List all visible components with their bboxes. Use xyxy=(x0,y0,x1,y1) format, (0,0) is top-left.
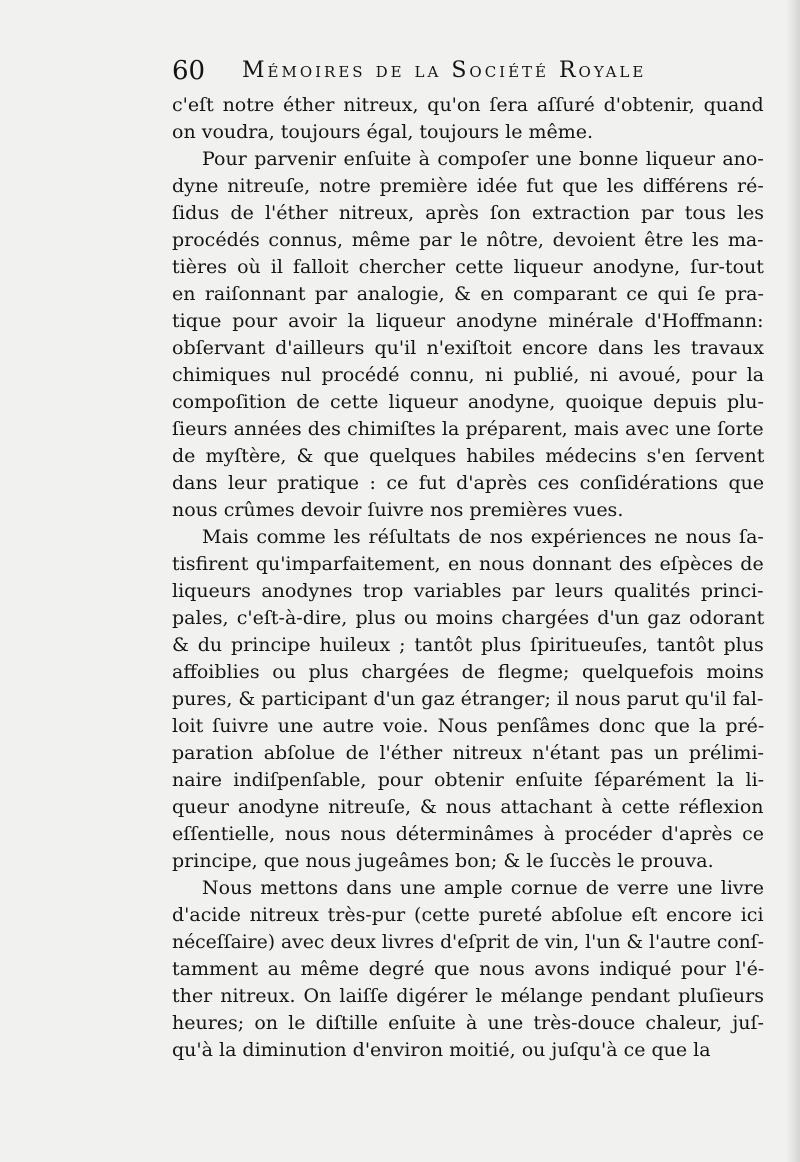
text-line: eſſentielle, nous nous déterminâmes à procéder d'après ce xyxy=(172,823,764,845)
text-line: loit ſuivre une autre voie. Nous penſâmes donc que la pré- xyxy=(172,715,764,737)
text-line: de myſtère, & que quelques habiles médecins s'en ſervent xyxy=(172,445,764,467)
text-line: compoſition de cette liqueur anodyne, quoique depuis plu- xyxy=(172,391,764,413)
text-line: liqueurs anodynes trop variables par leurs qualités princi- xyxy=(172,580,764,602)
text-line: obſervant d'ailleurs qu'il n'exiſtoit encore dans les travaux xyxy=(172,337,764,359)
text-line: dans leur pratique : ce fut d'après ces conſidérations que xyxy=(172,472,764,494)
text-line: & du principe huileux ; tantôt plus ſpiritueuſes, tantôt plus xyxy=(172,634,764,656)
text-line: chimiques nul procédé connu, ni publié, ni avoué, pour la xyxy=(172,364,764,386)
running-head: Mémoires de la Société Royale xyxy=(242,58,647,83)
text-line: ther nitreux. On laiſſe digérer le mélange pendant pluſieurs xyxy=(172,985,764,1007)
text-line: queur anodyne nitreuſe, & nous attachant à cette réflexion xyxy=(172,796,764,818)
text-line: Pour parvenir enſuite à compoſer une bonne liqueur ano- xyxy=(202,148,764,170)
text-line: principe, que nous jugeâmes bon; & le ſuccès le prouva. xyxy=(172,850,714,872)
page-number: 60 xyxy=(172,56,206,86)
text-line: ſidus de l'éther nitreux, après ſon extraction par tous les xyxy=(172,202,764,224)
text-line: tamment au même degré que nous avons indiqué pour l'é- xyxy=(172,958,764,980)
text-line: tières où il falloit chercher cette liqueur anodyne, ſur-tout xyxy=(172,256,764,278)
text-line: Nous mettons dans une ample cornue de verre une livre xyxy=(202,877,764,899)
body-text xyxy=(172,92,764,1064)
text-line: tique pour avoir la liqueur anodyne minérale d'Hoffmann: xyxy=(172,310,764,332)
page-edge-shadow xyxy=(786,0,800,1162)
text-line: en raiſonnant par analogie, & en comparant ce qui ſe pra- xyxy=(172,283,764,305)
text-line: dyne nitreuſe, notre première idée fut que les différens ré- xyxy=(172,175,764,197)
text-line: qu'à la diminution d'environ moitié, ou juſqu'à ce que la xyxy=(172,1039,711,1061)
text-line: procédés connus, même par le nôtre, devoient être les ma- xyxy=(172,229,764,251)
text-line: tisfirent qu'imparfaitement, en nous donnant des eſpèces de xyxy=(172,553,764,575)
text-line: paration abſolue de l'éther nitreux n'étant pas un prélimi- xyxy=(172,742,764,764)
text-line: affoiblies ou plus chargées de flegme; quelquefois moins xyxy=(172,661,764,683)
text-line: Mais comme les réſultats de nos expériences ne nous ſa- xyxy=(202,526,764,548)
page-header xyxy=(172,54,752,94)
text-line: d'acide nitreux très-pur (cette pureté abſolue eſt encore ici xyxy=(172,904,764,926)
text-line: pales, c'eſt-à-dire, plus ou moins chargées d'un gaz odorant xyxy=(172,607,764,629)
text-line: pures, & participant d'un gaz étranger; il nous parut qu'il fal- xyxy=(172,688,764,710)
text-line: c'eſt notre éther nitreux, qu'on ſera aſſuré d'obtenir, quand xyxy=(172,94,764,116)
text-line: néceſſaire) avec deux livres d'eſprit de vin, l'un & l'autre conſ- xyxy=(172,932,764,953)
text-line: on voudra, toujours égal, toujours le même. xyxy=(172,121,594,143)
text-line: naire indiſpenſable, pour obtenir enſuite ſéparément la li- xyxy=(172,769,764,791)
text-line: heures; on le diſtille enſuite à une très-douce chaleur, juſ- xyxy=(172,1012,764,1034)
text-line: ſieurs années des chimiſtes la préparent, mais avec une ſorte xyxy=(172,418,764,440)
text-line: nous crûmes devoir ſuivre nos premières vues. xyxy=(172,499,624,521)
